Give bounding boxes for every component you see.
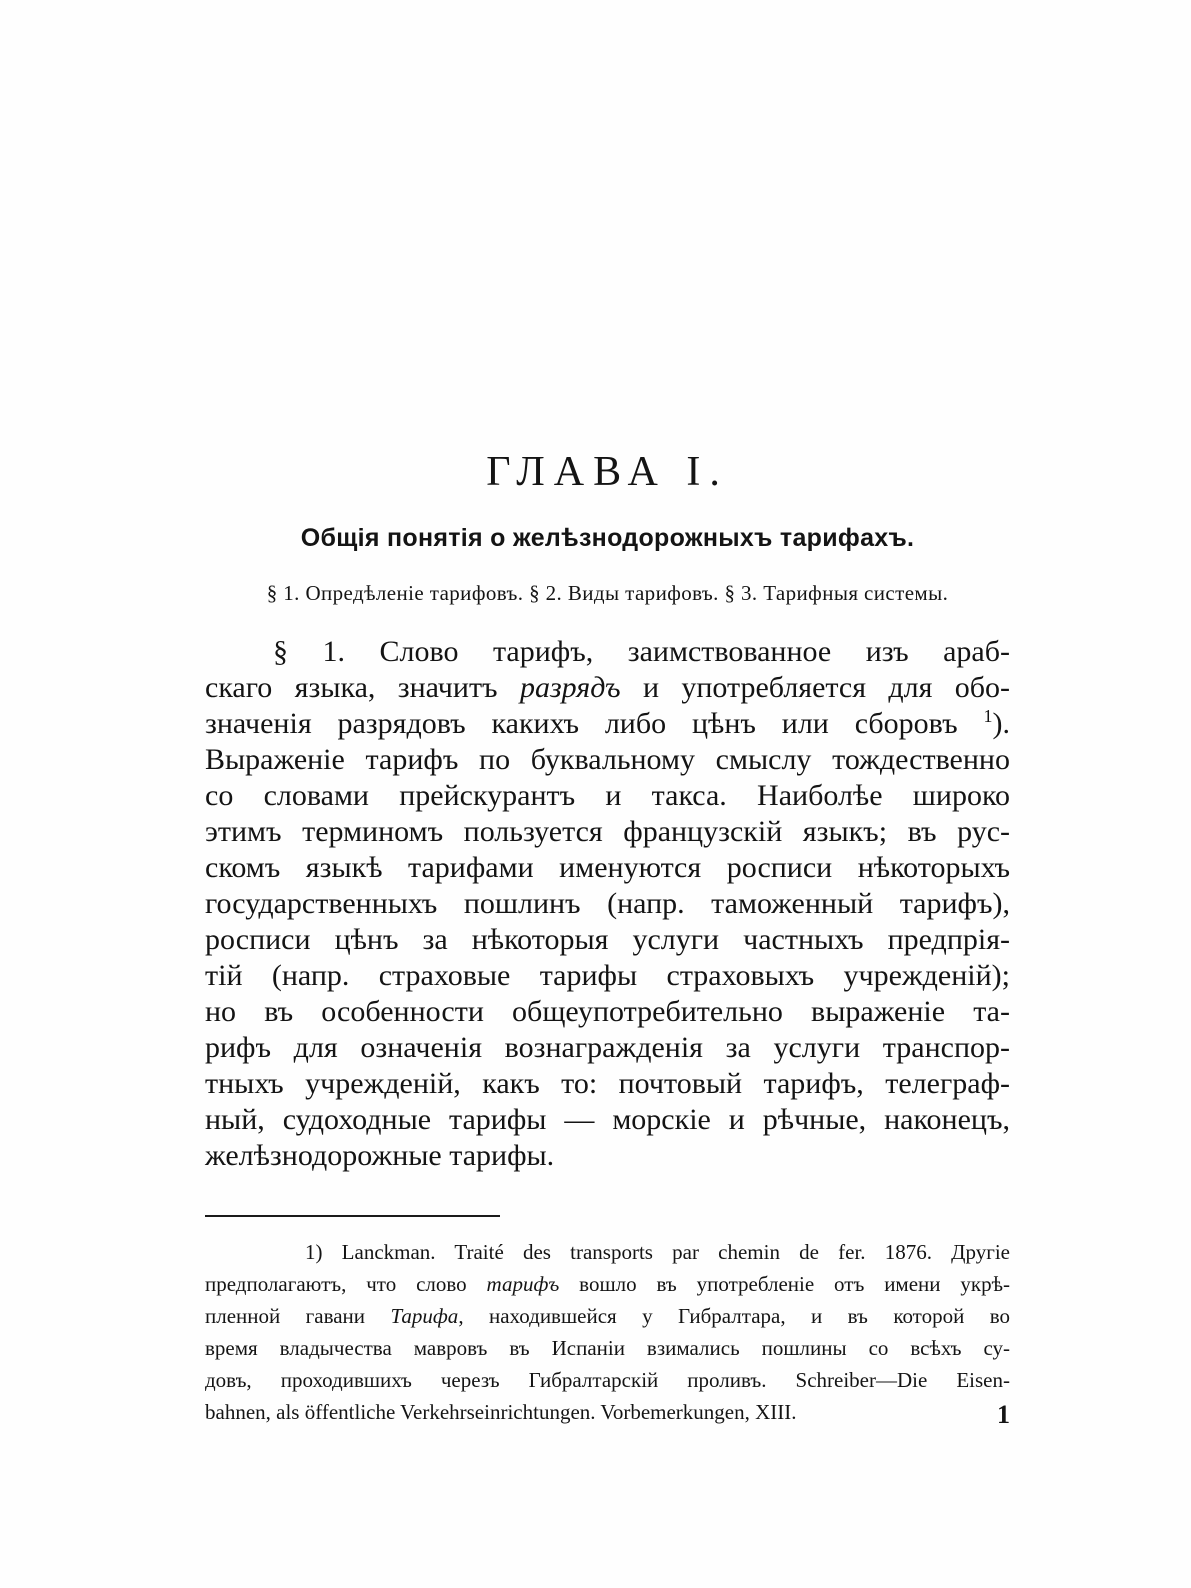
footnote-line: пленной гавани Тарифа, находившейся у Гибралтара, и въ которой во (205, 1304, 1011, 1328)
footnote-line: довъ, проходившихъ черезъ Гибралтарскій проливъ. Schreiber—Die Eisen- (205, 1368, 1010, 1392)
italic-word: Тарифа (390, 1304, 459, 1328)
body-paragraph (205, 634, 1010, 1174)
page-number: 1 (997, 1400, 1010, 1429)
footnote-reference: 1 (983, 706, 993, 726)
italic-word: тарифъ (486, 1272, 560, 1296)
section-list: § 1. Опредѣленіе тарифовъ. § 2. Виды тарифовъ. § 3. Тарифныя системы. (266, 581, 949, 605)
body-line: § 1. Слово тарифъ, заимствованное изъ араб- (273, 635, 1010, 668)
body-line: скаго языка, значитъ разрядъ и употребляется для обо- (205, 671, 1011, 704)
body-line: тныхъ учрежденій, какъ то: почтовый тарифъ, телеграф- (205, 1067, 1010, 1100)
chapter-subtitle: Общія понятія о желѣзнодорожныхъ тарифахъ. (300, 524, 915, 552)
footnote (205, 1236, 1010, 1428)
body-line: Выраженіе тарифъ по буквальному смыслу тождественно (205, 743, 1010, 776)
footnote-line: 1) Lanckman. Traité des transports par chemin de fer. 1876. Другіе (305, 1240, 1010, 1264)
body-line: ный, судоходные тарифы — морскіе и рѣчные, наконецъ, (205, 1103, 1010, 1136)
footnote-line: bahnen, als öffentliche Verkehrseinrichtungen. Vorbemerkungen, XIII. (205, 1400, 797, 1424)
body-line: рифъ для означенія вознагражденія за услуги транспор- (205, 1031, 1010, 1064)
body-line: росписи цѣнъ за нѣкоторыя услуги частныхъ предпрія- (205, 923, 1010, 956)
body-line: скомъ языкѣ тарифами именуются росписи нѣкоторыхъ (205, 851, 1010, 884)
body-line: тій (напр. страховые тарифы страховыхъ учрежденій); (205, 959, 1010, 992)
body-line: но въ особенности общеупотребительно выраженіе та- (205, 995, 1010, 1028)
chapter-title: ГЛАВА I. (486, 449, 729, 495)
italic-word: разрядъ (519, 671, 621, 704)
body-line: желѣзнодорожные тарифы. (205, 1139, 555, 1172)
footnote-line: время владычества мавровъ въ Испаніи взимались пошлины со всѣхъ су- (205, 1336, 1010, 1360)
body-line: со словами прейскурантъ и такса. Наиболѣе широко (205, 779, 1010, 812)
body-line: этимъ терминомъ пользуется французскій языкъ; въ рус- (205, 815, 1010, 848)
footnote-line: предполагаютъ, что слово тарифъ вошло въ употребленіе отъ имени укрѣ- (205, 1272, 1010, 1296)
body-line: государственныхъ пошлинъ (напр. таможенный тарифъ), (205, 887, 1010, 920)
footnote-divider (205, 1215, 500, 1217)
body-line: значенія разрядовъ какихъ либо цѣнъ или сборовъ $^1$). (205, 706, 1010, 740)
